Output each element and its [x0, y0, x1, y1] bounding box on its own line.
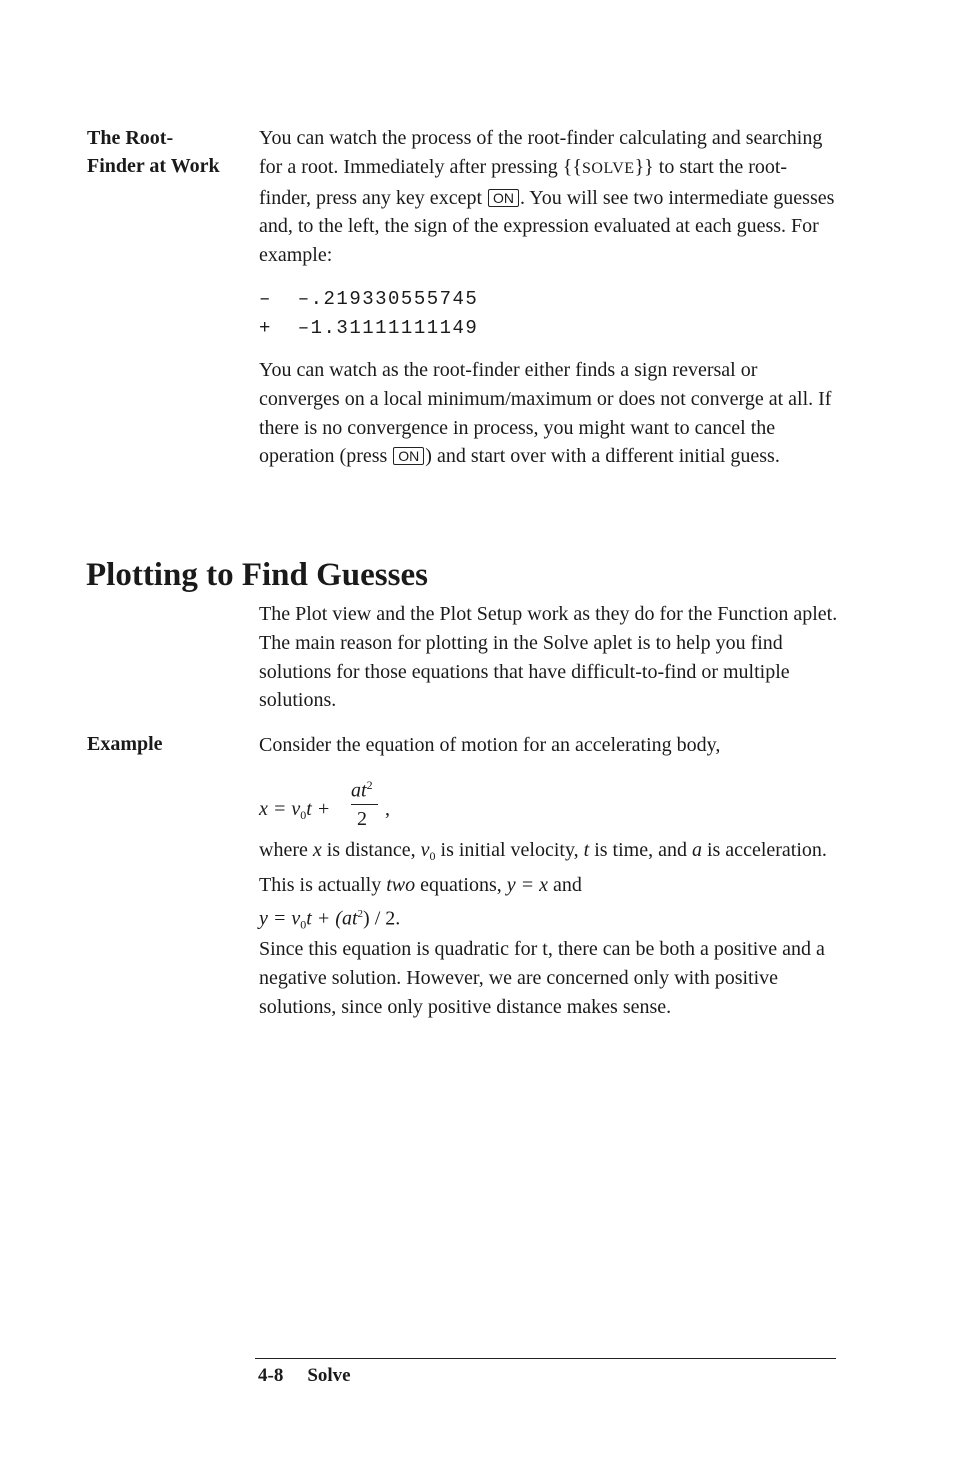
text-run: . You will see two intermediate guesses and, to the left, the sign of the expression evaluated at each guess. For example:: [259, 186, 835, 267]
section-title: Plotting to Find Guesses: [86, 557, 428, 593]
text-run: You can watch the process of the root-finder calculating and searching for a root. Immediately after pressing {{: [259, 127, 823, 178]
var-x: x: [312, 839, 322, 861]
equation-2-part: y = v: [259, 907, 301, 930]
text-run: }} to start the root-finder, press any key except: [259, 155, 788, 209]
on-key-icon: ON: [393, 447, 424, 465]
formula-lhs: [259, 798, 335, 823]
footer-rule: [255, 1358, 836, 1359]
formula-t-term: t +: [306, 798, 336, 820]
equation-2-subscript: 0: [300, 917, 307, 932]
var-t: t: [583, 839, 590, 861]
root-finder-paragraph-1: [259, 124, 839, 270]
equation-2-part: ) / 2.: [363, 907, 401, 930]
guess-line-2: + –1.31111111149: [259, 317, 479, 339]
text-run: ) and start over with a different initial guess.: [425, 445, 780, 468]
text-run: and: [548, 873, 582, 896]
text-run: is acceleration. This is actually: [259, 839, 827, 896]
fraction-bar: [351, 804, 378, 805]
equation-1: y = x: [506, 873, 549, 896]
formula-comma: ,: [385, 798, 390, 820]
plotting-paragraph: The Plot view and the Plot Setup work as they do for the Function aplet. The main reason for plotting in the Solve aplet is to help you find solutions for those equations that have difficult-to-find or multiple solutions.: [259, 603, 838, 712]
where-paragraph: [259, 836, 839, 939]
var-a: a: [691, 839, 702, 861]
formula-numerator-text: at: [351, 779, 367, 802]
quadratic-paragraph: Since this equation is quadratic for t, there can be both a positive and a negative solution. However, we are concerned only with positive solutions, since only positive distance makes sense.: [259, 938, 825, 1018]
sidehead-root-finder: [87, 124, 220, 180]
equation-2-exponent: 2: [357, 907, 364, 920]
formula-numerator: [351, 778, 373, 803]
formula-lhs-text: x = v: [259, 798, 301, 820]
text-run: where: [259, 839, 313, 861]
text-run: is time, and: [589, 839, 692, 861]
text-run: is initial velocity,: [435, 839, 584, 861]
sidehead-line-2: Finder at Work: [87, 155, 220, 177]
page-number: 4-8: [258, 1365, 284, 1386]
guess-line-1: – –.219330555745: [259, 288, 479, 310]
var-v: v: [420, 839, 430, 861]
root-finder-paragraph-2: [259, 356, 839, 471]
sidehead-line-1: The Root-: [87, 127, 174, 149]
formula-exponent: 2: [366, 778, 373, 792]
equation-2-part: t + (at: [306, 907, 358, 930]
sidehead-example: Example: [87, 733, 163, 755]
text-run: You can watch as the root-finder either finds a sign reversal or converges on a local minimum/maximum or does not converge at all. If there is no convergence in process, you might want to cancel the operation (press: [259, 359, 832, 468]
var-v-subscript: 0: [429, 849, 436, 863]
emphasis-two: two: [386, 873, 416, 896]
on-key-icon: ON: [488, 189, 519, 207]
motion-equation: [259, 778, 459, 838]
page-footer: [258, 1362, 351, 1390]
text-run: equations,: [415, 873, 507, 896]
example-intro: Consider the equation of motion for an accelerating body,: [259, 734, 721, 756]
text-run: is distance,: [321, 839, 421, 861]
formula-subscript: 0: [300, 808, 307, 822]
solve-softkey-label: SOLVE: [581, 159, 635, 177]
chapter-name: Solve: [307, 1365, 351, 1386]
formula-denominator: 2: [357, 808, 367, 830]
